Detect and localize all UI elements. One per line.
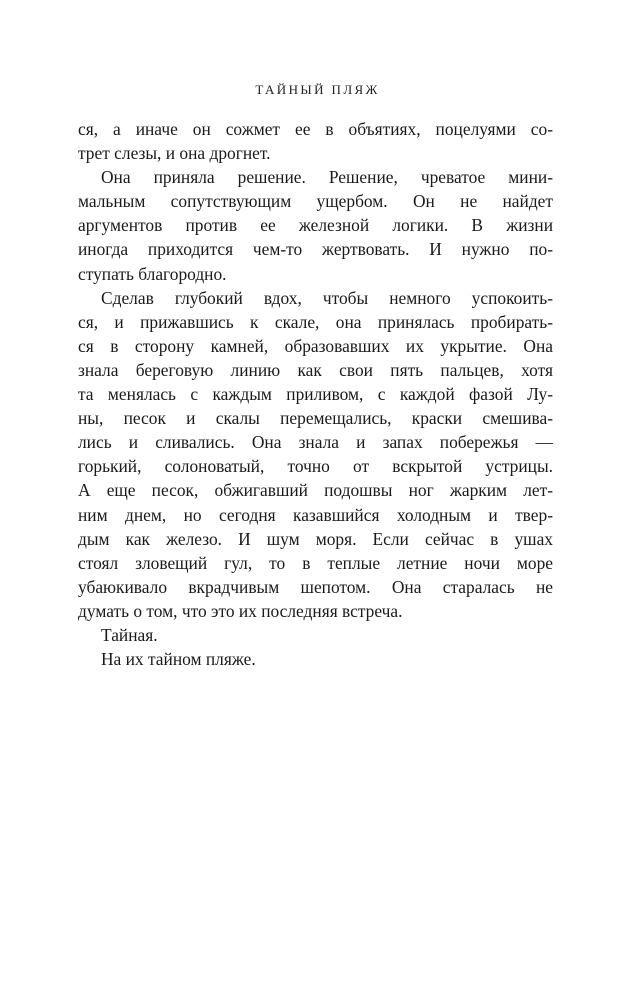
paragraph-first-line: Она приняла решение. Решение, чреватое мини- xyxy=(101,167,553,188)
text-line: ны, песок и скалы перемещались, краски смешива- xyxy=(78,408,553,429)
text-line: знала береговую линию как свои пять пальцев, хотя xyxy=(78,359,553,380)
text-line: иногда приходится чем-то жертвовать. И нужно по- xyxy=(78,239,553,260)
running-head: ТАЙНЫЙ ПЛЯЖ xyxy=(255,82,380,97)
text-line: трет слезы, и она дрогнет. xyxy=(78,143,271,164)
text-line: думать о том, что это их последняя встреча. xyxy=(78,600,403,621)
text-line: дым как железо. И шум моря. Если сейчас в ушах xyxy=(78,528,553,549)
text-line: А еще песок, обжигавший подошвы ног жарким лет- xyxy=(78,480,553,501)
paragraph-first-line: Сделав глубокий вдох, чтобы немного успокоить- xyxy=(101,287,553,308)
text-line: ся, а иначе он сожмет ее в объятиях, поцелуями со- xyxy=(78,119,553,139)
text-line: ся, и прижавшись к скале, она принялась пробирать- xyxy=(78,311,553,332)
text-line: убаюкивало вкрадчивым шепотом. Она старалась не xyxy=(78,576,553,597)
text-line: ним днем, но сегодня казавшийся холодным и твер- xyxy=(78,504,553,525)
body-text xyxy=(78,117,553,671)
paragraph-first-line: Тайная. xyxy=(101,624,158,645)
text-line: та менялась с каждым приливом, с каждой фазой Лу- xyxy=(78,384,553,405)
text-line: лись и сливались. Она знала и запах побережья — xyxy=(78,432,553,453)
text-line: ступать благородно. xyxy=(78,263,227,284)
text-line: ся в сторону камней, образовавших их укрытие. Она xyxy=(78,335,553,356)
paragraph-first-line: На их тайном пляже. xyxy=(101,649,256,670)
text-line: мальным сопутствующим ущербом. Он не найдет xyxy=(78,191,553,212)
text-line: горький, солоноватый, точно от вскрытой устрицы. xyxy=(78,456,553,477)
text-line: стоял зловещий гул, то в теплые летние ночи море xyxy=(78,552,553,573)
text-line: аргументов против ее железной логики. В жизни xyxy=(78,215,553,236)
